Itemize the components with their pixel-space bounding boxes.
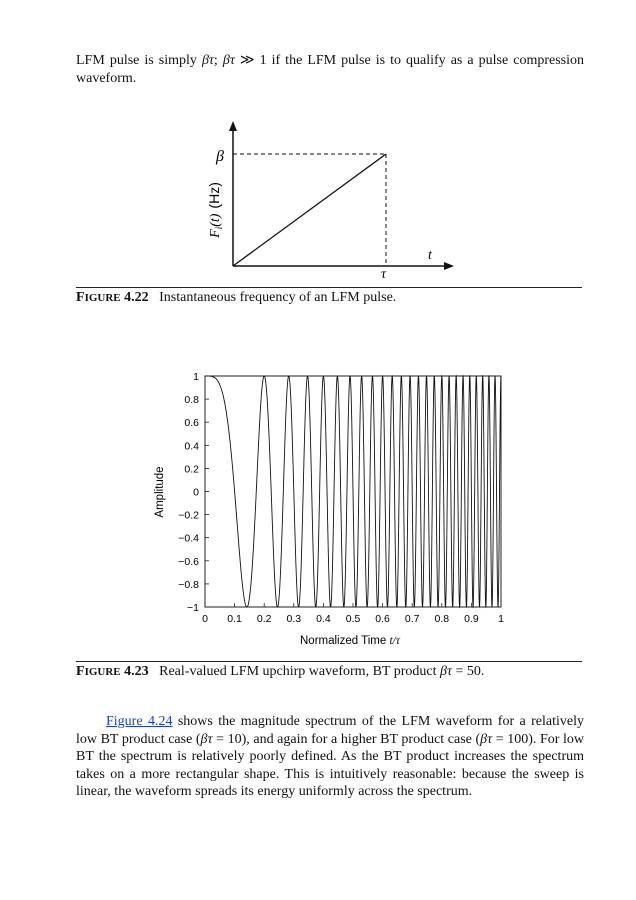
y-tick-label: 1: [193, 371, 199, 383]
body-paragraph: [76, 713, 584, 801]
y-axis-arrow: [229, 121, 237, 131]
caption-number: 4.23: [124, 664, 149, 679]
tau-label: τ: [381, 267, 387, 282]
x-axis-label: [300, 635, 401, 647]
caption-label: F: [76, 290, 85, 305]
text-run: ;: [213, 53, 223, 68]
y-tick-label: −0.8: [178, 578, 199, 591]
x-tick-label: 0.6: [375, 613, 390, 625]
math-beta-tau: βτ: [200, 731, 213, 747]
caption-rule: [76, 661, 582, 662]
y-tick-label: 0.6: [184, 417, 199, 430]
y-tick-label: −0.2: [178, 509, 199, 522]
y-tick-label: −0.4: [178, 532, 199, 545]
caption-label: F: [76, 664, 85, 679]
y-tick-label: 0.4: [184, 440, 199, 453]
math-beta-tau: βτ: [222, 53, 235, 68]
caption-label: IGURE: [84, 292, 121, 304]
caption-text: Real-valued LFM upchirp waveform, BT product: [159, 664, 440, 679]
beta-label: β: [216, 148, 224, 165]
caption-text: = 50.: [451, 664, 485, 679]
y-tick-label: −1: [187, 602, 199, 614]
chirp-series-line: [205, 376, 501, 607]
text-run: LFM pulse is simply: [76, 53, 202, 68]
math-beta-tau: βτ: [480, 731, 493, 747]
x-tick-label: 0.9: [464, 613, 479, 625]
y-ticks: [178, 371, 209, 614]
x-tick-label: 0.3: [286, 613, 302, 625]
svg-text:Fi(t)(Hz): [206, 182, 224, 239]
figure-4-22-caption: [76, 290, 396, 306]
figure-4-23-caption: [76, 664, 484, 680]
text-run: ≫ 1 if the LFM pulse is to qualify as a pulse compression waveform.: [76, 53, 585, 86]
frequency-ramp: [233, 154, 386, 266]
figure-4-23-chart: [150, 366, 520, 656]
y-tick-label: −0.6: [178, 555, 199, 568]
caption-number: 4.22: [124, 290, 149, 305]
math-beta-tau: βτ: [201, 53, 214, 68]
x-tick-label: 0: [202, 613, 208, 625]
y-tick-label: 0: [193, 486, 199, 499]
x-axis-label-math: t/τ: [389, 635, 400, 647]
x-tick-label: 1: [498, 613, 504, 625]
y-label-unit: (Hz): [206, 182, 222, 209]
x-tick-label: 0.7: [404, 613, 420, 625]
intro-paragraph: [76, 52, 584, 87]
x-tick-label: 0.5: [345, 613, 361, 625]
y-label-t: (t): [208, 213, 223, 227]
figure-4-22-diagram: [190, 118, 480, 288]
text-run: = 10), and again for a higher BT product case (: [212, 731, 481, 747]
y-tick-label: 0.2: [184, 463, 199, 476]
x-tick-label: 0.4: [316, 613, 331, 625]
text-run: = 100). For low BT the spectrum is relatively poorly defined. As the BT product increases the spectrum takes on a more rectangular shape. This is intuitively reasonable: because the sweep is linear, the waveform spreads its energy uniformly across the spectrum.: [76, 731, 585, 799]
t-label: t: [428, 248, 432, 263]
text-run: shows the magnitude spectrum of the LFM waveform for a relatively low BT product case (: [76, 714, 584, 747]
y-label-sub: i: [214, 226, 224, 230]
caption-text: Instantaneous frequency of an LFM pulse.: [159, 290, 397, 305]
figure-4-24-link[interactable]: Figure 4.24: [106, 714, 173, 729]
caption-label: IGURE: [84, 666, 121, 678]
caption-rule: [76, 287, 582, 288]
y-tick-label: 0.8: [184, 394, 199, 407]
caption-math: βτ: [439, 664, 452, 679]
x-tick-label: 0.1: [227, 613, 242, 625]
y-label-f: F: [208, 229, 223, 238]
y-axis-label: Amplitude: [154, 466, 166, 518]
y-axis-label: [206, 182, 224, 239]
x-tick-label: 0.2: [256, 613, 272, 625]
x-axis-arrow: [444, 262, 454, 270]
x-axis-label-text: Normalized Time: [300, 635, 390, 647]
x-tick-label: 0.8: [434, 613, 450, 625]
